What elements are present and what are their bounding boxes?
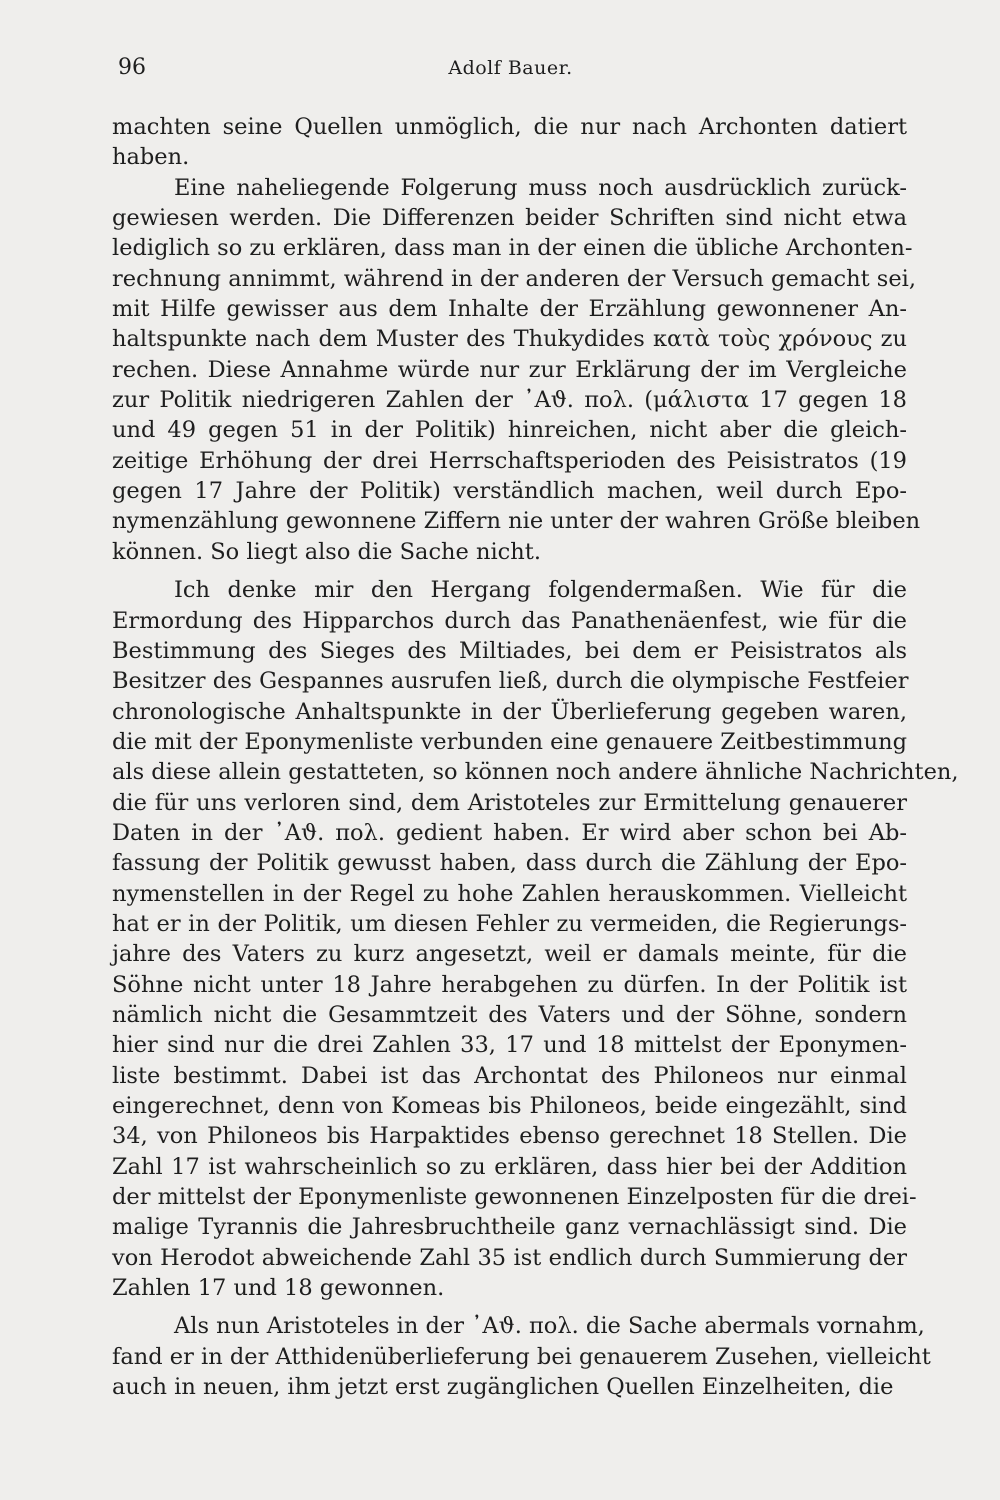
text-line: die für uns verloren sind, dem Aristoteles zur Ermittelung genauerer [112, 789, 907, 816]
text-line: eingerechnet, denn von Komeas bis Philoneos, beide eingezählt, sind [112, 1093, 907, 1119]
body-text [112, 112, 959, 1402]
text-line: gewiesen werden. Die Differenzen beider Schriften sind nicht etwa [112, 205, 907, 232]
text-line: nymenzählung gewonnene Ziffern nie unter der wahren Größe bleiben [112, 508, 921, 535]
text-line: Ich denke mir den Hergang folgendermaßen. Wie für die [174, 577, 907, 604]
text-line: nymenstellen in der Regel zu hohe Zahlen herauskommen. Vielleicht [112, 880, 907, 907]
paragraph [112, 575, 959, 1303]
paragraph [112, 1311, 931, 1402]
text-line: nämlich nicht die Gesammtzeit des Vaters und der Söhne, sondern [112, 1001, 907, 1028]
text-line: hier sind nur die drei Zahlen 33, 17 und 18 mittelst der Eponymen- [112, 1032, 907, 1059]
text-line: machten seine Quellen unmöglich, die nur nach Archonten datiert [112, 114, 907, 140]
text-line: der mittelst der Eponymenliste gewonnenen Einzelposten für die drei- [112, 1184, 917, 1211]
text-line: jahre des Vaters zu kurz angesetzt, weil er damals meinte, für die [112, 941, 907, 968]
text-line: Als nun Aristoteles in der ᾿Αϑ. πολ. die Sache abermals vornahm, [174, 1313, 925, 1340]
text-line: Daten in der ᾿Αϑ. πολ. gedient haben. Er wird aber schon bei Ab- [112, 819, 907, 846]
text-line: fassung der Politik gewusst haben, dass durch die Zählung der Epo- [112, 850, 907, 877]
running-head: Adolf Bauer. [448, 57, 573, 79]
text-line: Söhne nicht unter 18 Jahre herabgehen zu dürfen. In der Politik ist [112, 971, 907, 998]
text-line: die mit der Eponymenliste verbunden eine genauere Zeitbestimmung [112, 728, 907, 755]
text-line: liste bestimmt. Dabei ist das Archontat des Philoneos nur einmal [112, 1062, 907, 1089]
text-line: haltspunkte nach dem Muster des Thukydides κατὰ τοὺς χρόνους zu [112, 326, 907, 353]
text-line: Besitzer des Gespannes ausrufen ließ, durch die olympische Festfeier [112, 668, 909, 695]
text-line: und 49 gegen 51 in der Politik) hinreichen, nicht aber die gleich- [112, 417, 907, 444]
text-line: zeitige Erhöhung der drei Herrschaftsperioden des Peisistratos (19 [112, 447, 907, 474]
page-number: 96 [118, 55, 146, 80]
text-line: lediglich so zu erklären, dass man in der einen die übliche Archonten- [112, 235, 913, 262]
text-line: Zahlen 17 und 18 gewonnen. [112, 1275, 445, 1302]
text-line: haben. [112, 144, 190, 171]
text-line: auch in neuen, ihm jetzt erst zugänglichen Quellen Einzelheiten, die [112, 1374, 894, 1401]
text-line: zur Politik niedrigeren Zahlen der ᾿Αϑ. πολ. (μάλιστα 17 gegen 18 [112, 387, 907, 414]
text-line: als diese allein gestatteten, so können noch andere ähnliche Nachrichten, [112, 759, 959, 786]
text-line: Bestimmung des Sieges des Miltiades, bei dem er Peisistratos als [112, 637, 907, 664]
paragraph [112, 173, 921, 567]
text-line: können. So liegt also die Sache nicht. [112, 538, 541, 565]
text-line: Eine naheliegende Folgerung muss noch ausdrücklich zurück- [174, 174, 907, 201]
text-line: Zahl 17 ist wahrscheinlich so zu erklären, dass hier bei der Addition [112, 1153, 907, 1180]
text-line: fand er in der Atthidenüberlieferung bei genauerem Zusehen, vielleicht [112, 1343, 931, 1370]
text-line: rechen. Diese Annahme würde nur zur Erklärung der im Vergleiche [112, 356, 907, 383]
text-line: 34, von Philoneos bis Harpaktides ebenso gerechnet 18 Stellen. Die [112, 1123, 907, 1150]
text-line: rechnung annimmt, während in der anderen der Versuch gemacht sei, [112, 265, 917, 292]
text-line: malige Tyrannis die Jahresbruchtheile ganz vernachlässigt sind. Die [112, 1214, 907, 1241]
text-line: hat er in der Politik, um diesen Fehler zu vermeiden, die Regierungs- [112, 910, 907, 937]
text-line: mit Hilfe gewisser aus dem Inhalte der Erzählung gewonnener An- [112, 296, 907, 323]
text-line: Ermordung des Hipparchos durch das Panathenäenfest, wie für die [112, 607, 907, 634]
paragraph-gap [112, 1303, 907, 1311]
text-line: gegen 17 Jahre der Politik) verständlich machen, weil durch Epo- [112, 478, 907, 505]
text-line: von Herodot abweichende Zahl 35 ist endlich durch Summierung der [112, 1244, 907, 1271]
page-header [118, 55, 903, 95]
text-line: chronologische Anhaltspunkte in der Überlieferung gegeben waren, [112, 698, 907, 725]
paragraph-gap [112, 567, 907, 575]
paragraph [112, 112, 907, 173]
